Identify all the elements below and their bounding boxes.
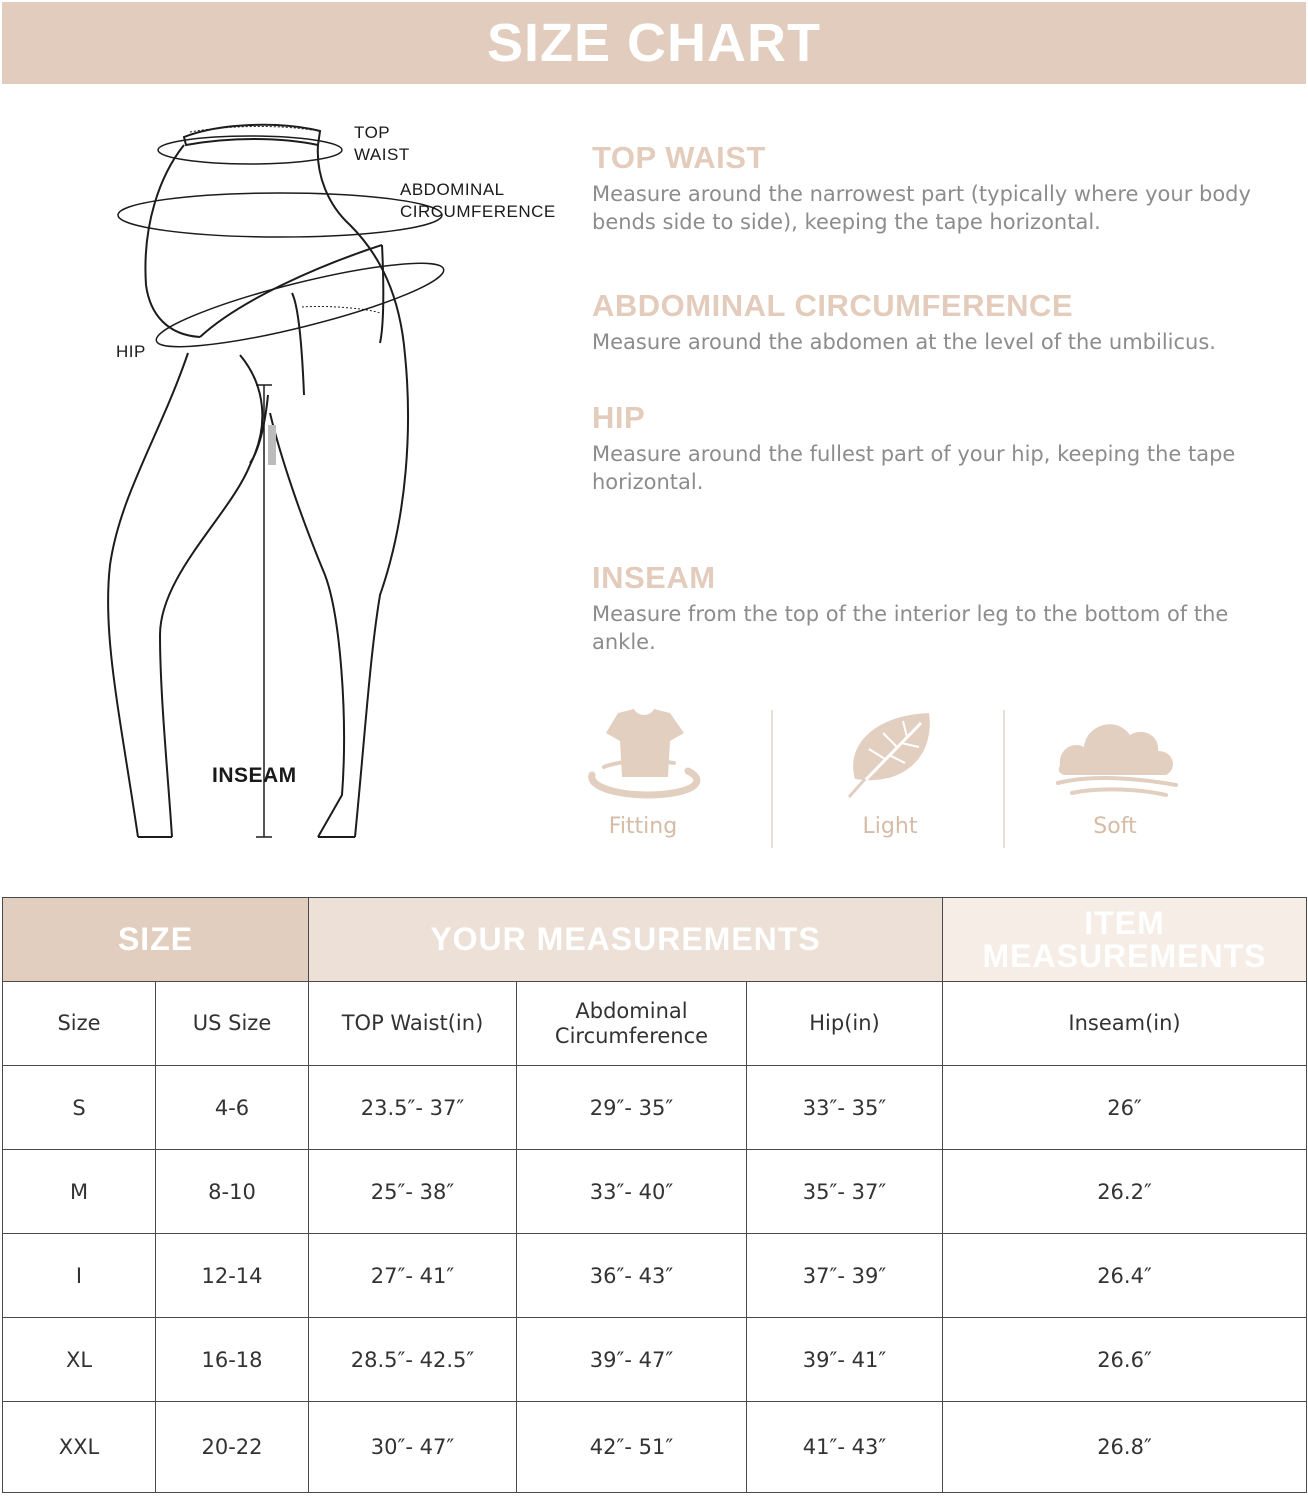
feature-soft	[1025, 705, 1205, 855]
feature-light	[800, 705, 980, 855]
cell: 37″- 39″	[747, 1234, 943, 1318]
feature-divider	[1003, 710, 1005, 848]
label-hip: HIP	[116, 342, 146, 361]
label-top-waist-line1: TOP	[354, 123, 391, 142]
cell: 23.5″- 37″	[309, 1066, 517, 1150]
table-row	[3, 1150, 1307, 1234]
size-chart-banner	[2, 2, 1306, 84]
measure-abdominal	[592, 288, 1272, 356]
feature-label: Fitting	[608, 814, 678, 839]
page-title: SIZE CHART	[487, 13, 821, 73]
label-abdominal	[400, 179, 556, 223]
measure-heading: INSEAM	[592, 560, 716, 595]
cell: 36″- 43″	[517, 1234, 747, 1318]
cell: 26″	[943, 1066, 1307, 1150]
label-top-waist-line2: WAIST	[354, 145, 410, 164]
cell: I	[3, 1234, 156, 1318]
table-row	[3, 1234, 1307, 1318]
cell: M	[3, 1150, 156, 1234]
measure-hip	[592, 400, 1272, 496]
column-header: US Size	[156, 982, 309, 1066]
cell: 16-18	[156, 1318, 309, 1402]
table-row	[3, 1318, 1307, 1402]
label-abdominal-line2: CIRCUMFERENCE	[400, 202, 556, 221]
cell: S	[3, 1066, 156, 1150]
measure-inseam	[592, 560, 1272, 656]
column-header: Hip(in)	[747, 982, 943, 1066]
table-group-header	[3, 898, 1307, 982]
leggings-illustration	[80, 95, 580, 875]
label-inseam: INSEAM	[212, 764, 297, 787]
column-header: Inseam(in)	[943, 982, 1307, 1066]
feature-divider	[771, 710, 773, 848]
measure-text: Measure around the abdomen at the level of the umbilicus.	[592, 330, 1216, 354]
cloud-icon	[1050, 705, 1180, 800]
cell: 4-6	[156, 1066, 309, 1150]
table-row	[3, 1066, 1307, 1150]
table-row	[3, 1402, 1307, 1493]
group-item-measurements: ITEM MEASUREMENTS	[943, 898, 1307, 982]
tshirt-icon	[578, 705, 708, 800]
cell: 20-22	[156, 1402, 309, 1493]
cell: 12-14	[156, 1234, 309, 1318]
cell: 42″- 51″	[517, 1402, 747, 1493]
cell: 41″- 43″	[747, 1402, 943, 1493]
measure-text: Measure from the top of the interior leg to the bottom of the ankle.	[592, 602, 1229, 654]
cell: XL	[3, 1318, 156, 1402]
cell: 33″- 40″	[517, 1150, 747, 1234]
cell: 33″- 35″	[747, 1066, 943, 1150]
feature-label: Soft	[1093, 814, 1137, 839]
cell: 8-10	[156, 1150, 309, 1234]
label-abdominal-line1: ABDOMINAL	[400, 180, 505, 199]
size-table	[2, 897, 1307, 1493]
group-size: SIZE	[3, 898, 309, 982]
cell: 35″- 37″	[747, 1150, 943, 1234]
cell: 39″- 41″	[747, 1318, 943, 1402]
leaf-icon	[825, 705, 955, 800]
cell: 27″- 41″	[309, 1234, 517, 1318]
cell: 26.4″	[943, 1234, 1307, 1318]
cell: 26.8″	[943, 1402, 1307, 1493]
cell: 28.5″- 42.5″	[309, 1318, 517, 1402]
column-header: Size	[3, 982, 156, 1066]
cell: 25″- 38″	[309, 1150, 517, 1234]
measure-heading: ABDOMINAL CIRCUMFERENCE	[592, 288, 1074, 323]
measure-text: Measure around the fullest part of your hip, keeping the tape horizontal.	[592, 442, 1236, 494]
feature-fitting	[553, 705, 733, 855]
measure-heading: HIP	[592, 400, 646, 435]
cell: XXL	[3, 1402, 156, 1493]
cell: 30″- 47″	[309, 1402, 517, 1493]
cell: 26.6″	[943, 1318, 1307, 1402]
table-column-header	[3, 982, 1307, 1066]
label-top-waist	[354, 122, 410, 166]
group-your-measurements: YOUR MEASUREMENTS	[309, 898, 943, 982]
feature-label: Light	[862, 814, 918, 839]
cell: 39″- 47″	[517, 1318, 747, 1402]
measure-top-waist	[592, 140, 1272, 236]
column-header: TOP Waist(in)	[309, 982, 517, 1066]
measure-text: Measure around the narrowest part (typically where your body bends side to side), keeping the tape horizontal.	[592, 182, 1251, 234]
measure-heading: TOP WAIST	[592, 140, 766, 175]
cell: 29″- 35″	[517, 1066, 747, 1150]
cell: 26.2″	[943, 1150, 1307, 1234]
column-header: Abdominal Circumference	[517, 982, 747, 1066]
